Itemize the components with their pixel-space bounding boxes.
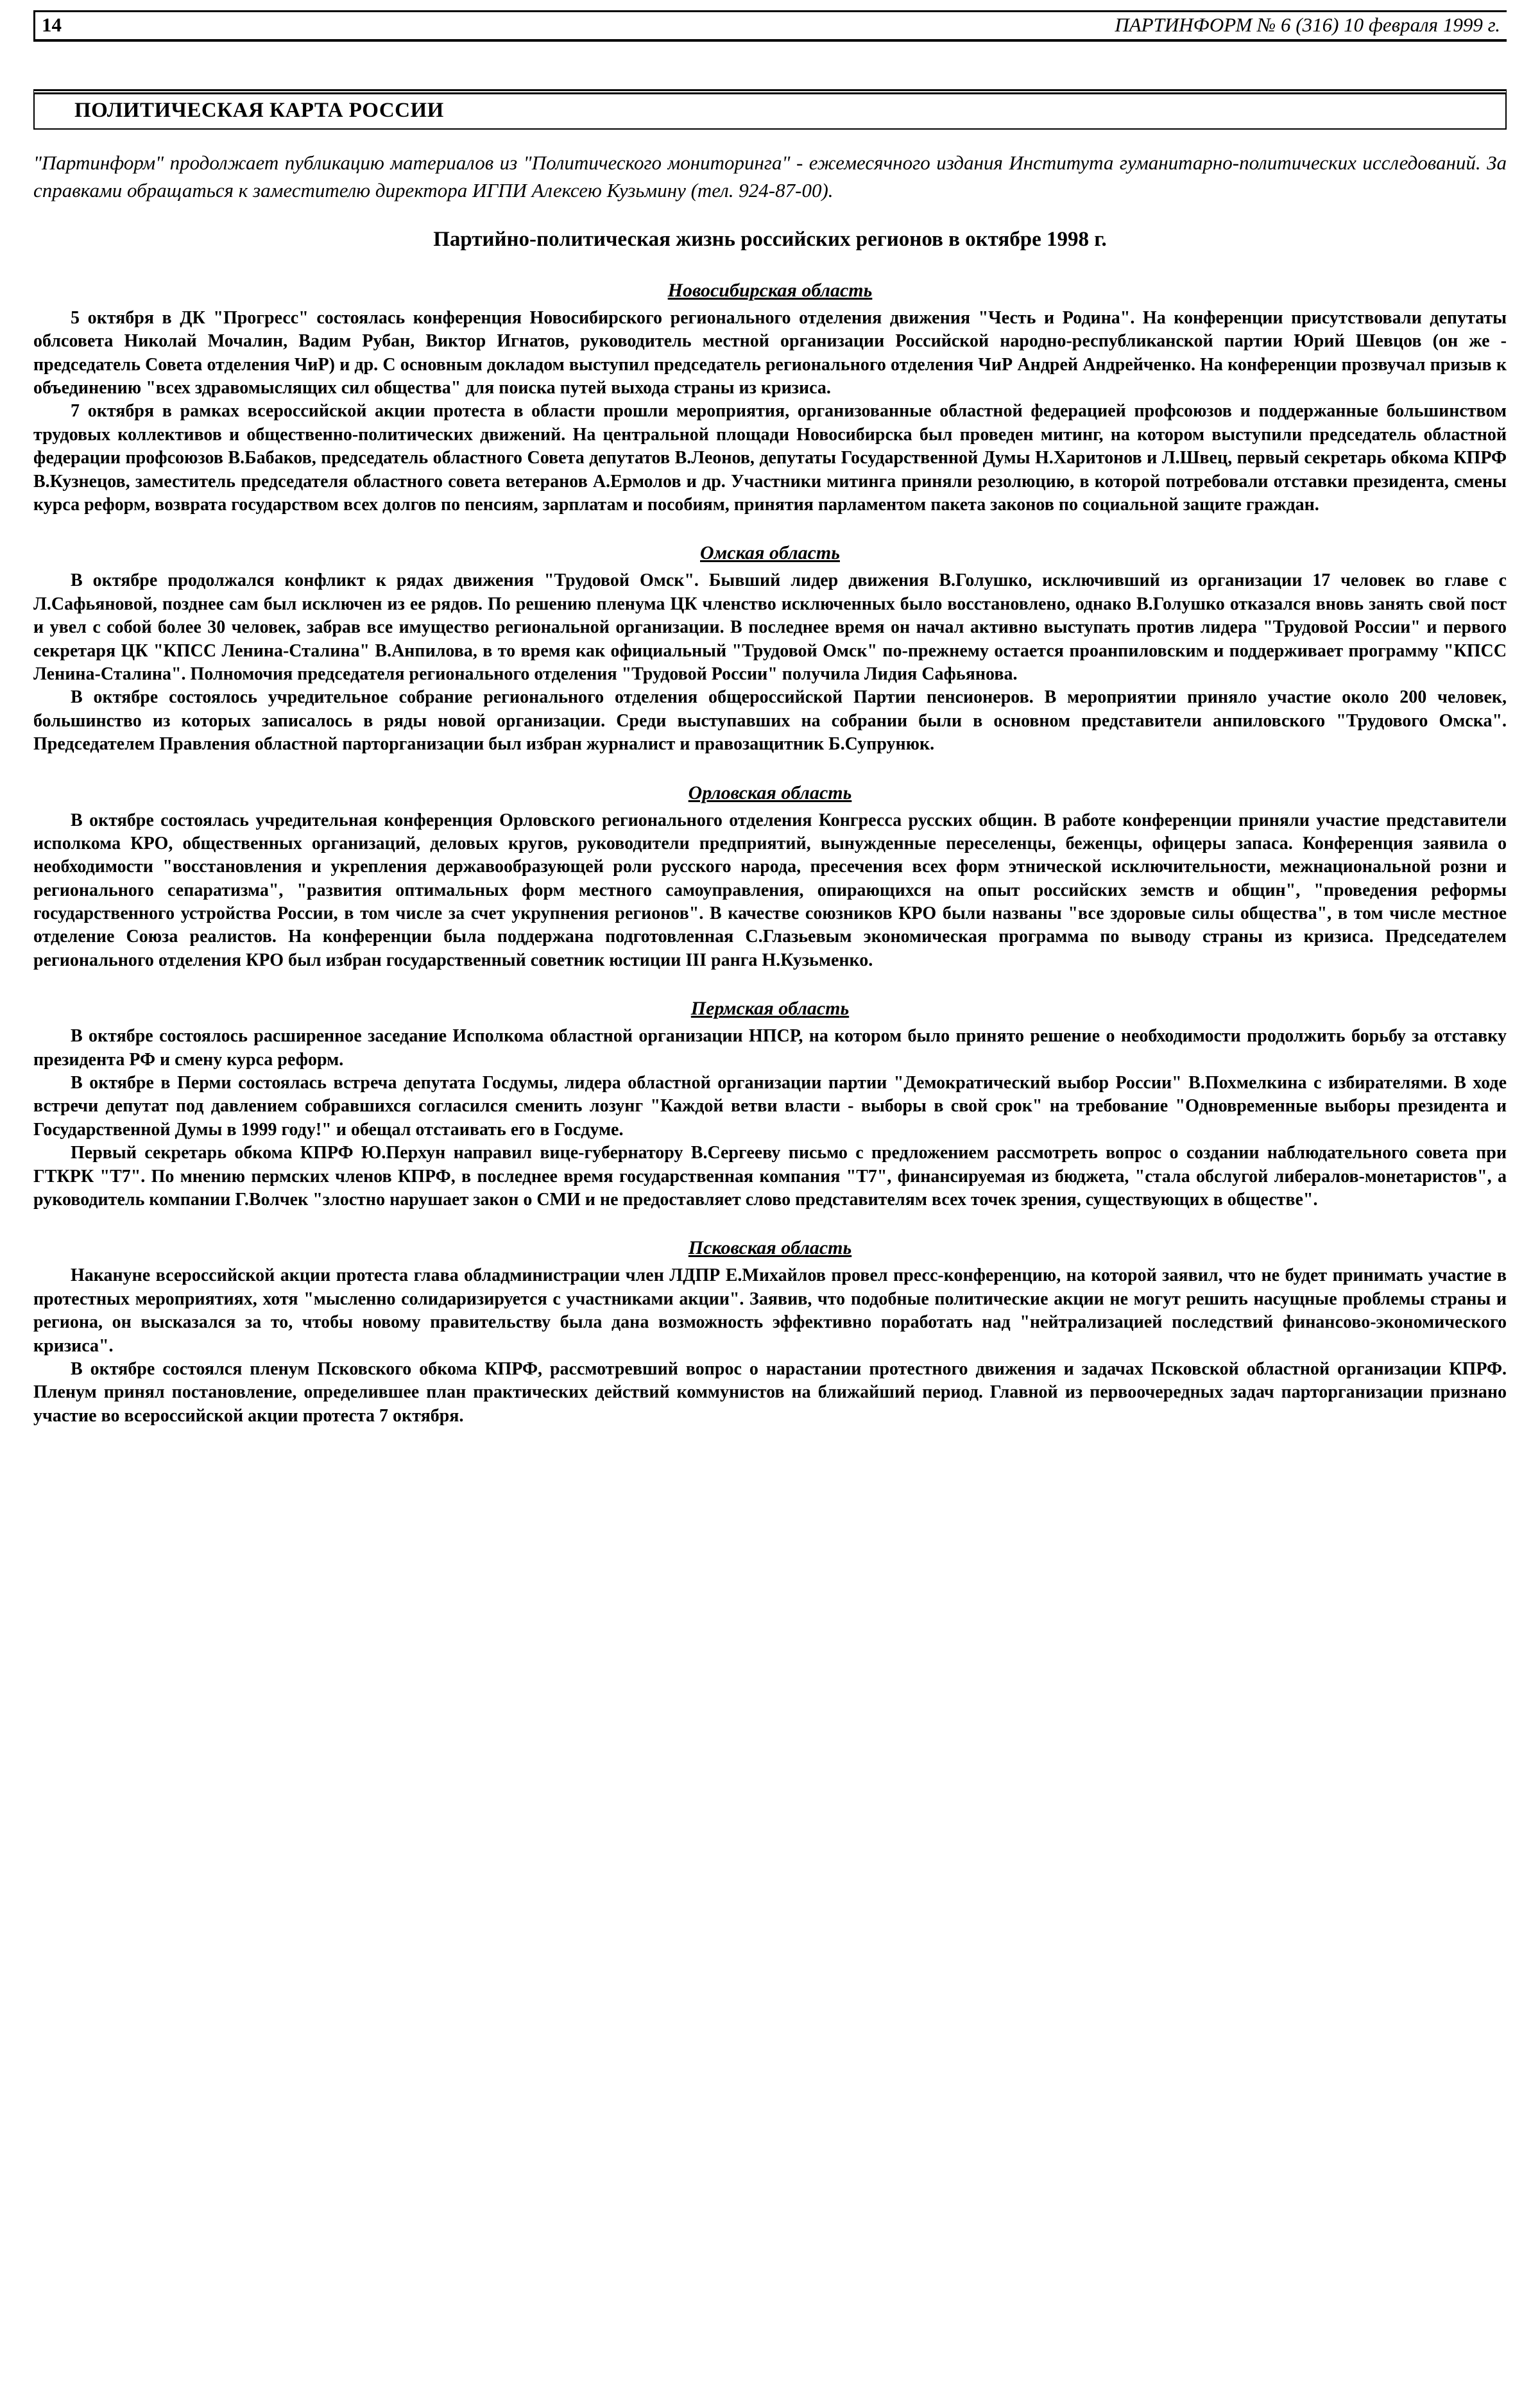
paragraph: 5 октября в ДК "Прогресс" состоялась конференция Новосибирского регионального отделения движения "Честь и Родина". На конференции присутствовали депутаты облсовета Николай Мочалин, Вадим Рубан, Виктор Игнатов, руководитель местной организации Российской народно-республиканской партии Юрий Шевцов (он же - председатель Совета отделения ЧиР) и др. С основным докладом выступил председатель регионального отделения ЧиР Андрей Андрейченко. На конференции прозвучал призыв к объединению "всех здравомыслящих сил общества" для поиска путей выхода страны из кризиса. <box>33 307 1507 398</box>
section-title: ПОЛИТИЧЕСКАЯ КАРТА РОССИИ <box>74 99 444 123</box>
region-heading: Новосибирская область <box>667 279 873 301</box>
section-title-box <box>33 89 1507 130</box>
paragraph: В октябре состоялось расширенное заседание Исполкома областной организации НПСР, на котором было принято решение о необходимости продолжить борьбу за отставку президента РФ и смену курса реформ. <box>33 1026 1507 1070</box>
region-section-pskov <box>33 1237 1507 1428</box>
main-title: Партийно-политическая жизнь российских регионов в октябре 1998 г. <box>433 227 1107 251</box>
page-header <box>33 10 1507 42</box>
region-heading: Пермская область <box>690 998 850 1020</box>
region-section-novosibirsk <box>33 280 1507 517</box>
region-section-omsk <box>33 542 1507 756</box>
journal-title: ПАРТИНФОРМ № 6 (316) 10 февраля 1999 г. <box>1115 13 1500 36</box>
paragraph: В октябре состоялся пленум Псковского обкома КПРФ, рассмотревший вопрос о нарастании протестного движения и задачах Псковской областной организации КПРФ. Пленум принял постановление, определившее план практических действий коммунистов на ближайший период. Главной из первоочередных задач парторганизации признано участие во всероссийской акции протеста 7 октября. <box>33 1358 1507 1426</box>
paragraph: 7 октября в рамках всероссийской акции протеста в области прошли мероприятия, организованные областной федерацией профсоюзов и поддержанные большинством трудовых коллективов и общественно-политических движений. На центральной площади Новосибирска был проведен митинг, на котором выступили председатель областной федерации профсоюзов В.Бабаков, председатель областного Совета депутатов В.Леонов, депутаты Государственной Думы Н.Харитонов и Л.Швец, первый секретарь обкома КПРФ В.Кузнецов, заместитель председателя областного совета ветеранов А.Ермолов и др. Участники митинга приняли резолюцию, в которой потребовали отставки президента, смены курса реформ, возврата государством всех долгов по пенсиям, зарплатам и пособиям, принятия парламентом пакета законов по социальной защите граждан. <box>33 401 1507 515</box>
region-heading: Псковская область <box>688 1237 852 1259</box>
paragraph: Первый секретарь обкома КПРФ Ю.Перхун направил вице-губернатору В.Сергееву письмо с предложением рассмотреть вопрос о создании наблюдательного совета при ГТКРК "Т7". По мнению пермских членов КПРФ, в последнее время государственная компания "Т7", финансируемая из бюджета, "стала обслугой либералов-монетаристов", а руководитель компании Г.Волчек "злостно нарушает закон о СМИ и не предоставляет слово представителям всех точек зрения, существующих в обществе". <box>33 1143 1507 1210</box>
paragraph: В октябре состоялось учредительное собрание регионального отделения общероссийской Партии пенсионеров. В мероприятии приняло участие около 200 человек, большинство из которых записалось в ряды новой организации. Среди выступавших на собрании были в основном представители анпиловского "Трудового Омска". Председателем Правления областной парторганизации был избран журналист и правозащитник Б.Супрунюк. <box>33 687 1507 755</box>
paragraph: В октябре в Перми состоялась встреча депутата Госдумы, лидера областной организации партии "Демократический выбор России" В.Похмелкина с избирателями. В ходе встречи депутат под давлением собравшихся согласился сменить лозунг "Каждой ветви власти - выборы в свой срок" на требование "Одновременные выборы президента и Государственной Думы в 1999 году!" и обещал отстаивать его в Госдуме. <box>33 1073 1507 1140</box>
paragraph: В октябре состоялась учредительная конференция Орловского регионального отделения Конгресса русских общин. В работе конференции приняли участие представители исполкома КРО, общественных организаций, деловых кругов, руководители предприятий, вынужденные переселенцы, беженцы, офицеры запаса. Конференция заявила о необходимости "восстановления и укрепления державообразующей роли русского народа, пресечения всех форм этнической исключительности, межнациональной розни и регионального сепаратизма", "развития оптимальных форм местного самоуправления, опирающихся на опыт российских земств и общин", "проведения реформы государственного устройства России, в том числе за счет укрупнения регионов". В качестве союзников КРО были названы "все здоровые силы общества", в том числе местное отделение Союза реалистов. На конференции была поддержана подготовленная С.Глазьевым экономическая программа по выводу страны из кризиса. Председателем регионального отделения КРО был избран государственный советник юстиции III ранга Н.Кузьменко. <box>33 810 1507 970</box>
region-heading: Орловская область <box>688 782 852 803</box>
region-section-orel <box>33 782 1507 973</box>
region-heading: Омская область <box>700 542 840 564</box>
region-section-perm <box>33 998 1507 1212</box>
paragraph: Накануне всероссийской акции протеста глава обладминистрации член ЛДПР Е.Михайлов провел пресс-конференцию, на которой заявил, что не будет принимать участие в протестных мероприятиях, хотя "мысленно солидаризируется с участниками акции". Заявив, что подобные политические акции не могут решить насущные проблемы страны и региона, он высказался за то, чтобы новому правительству была дана возможность эффективно поработать над "нейтрализацией последствий финансово-экономического кризиса". <box>33 1265 1507 1356</box>
intro-paragraph: "Партинформ" продолжает публикацию материалов из "Политического мониторинга" - ежемесячного издания Института гуманитарно-политических исследований. За справками обращаться к заместителю директора ИГПИ Алексею Кузьмину (тел. 924-87-00). <box>33 151 1507 202</box>
paragraph: В октябре продолжался конфликт к рядах движения "Трудовой Омск". Бывший лидер движения В.Голушко, исключивший из организации 17 человек во главе с Л.Сафьяновой, позднее сам был исключен из ее рядов. По решению пленума ЦК членство исключенных было восстановлено, однако В.Голушко отказался вновь занять свой пост и увел с собой более 30 человек, забрав все имущество региональной организации. В последнее время он начал активно выступать против лидера "Трудовой России" и первого секретаря ЦК "КПСС Ленина-Сталина" В.Анпилова, в то время как официальный "Трудовой Омск" по-прежнему остается проанпиловским и поддерживает программу "КПСС Ленина-Сталина". Полномочия председателя регионального отделения "Трудовой России" получила Лидия Сафьянова. <box>33 570 1507 684</box>
page-number: 14 <box>42 13 62 36</box>
